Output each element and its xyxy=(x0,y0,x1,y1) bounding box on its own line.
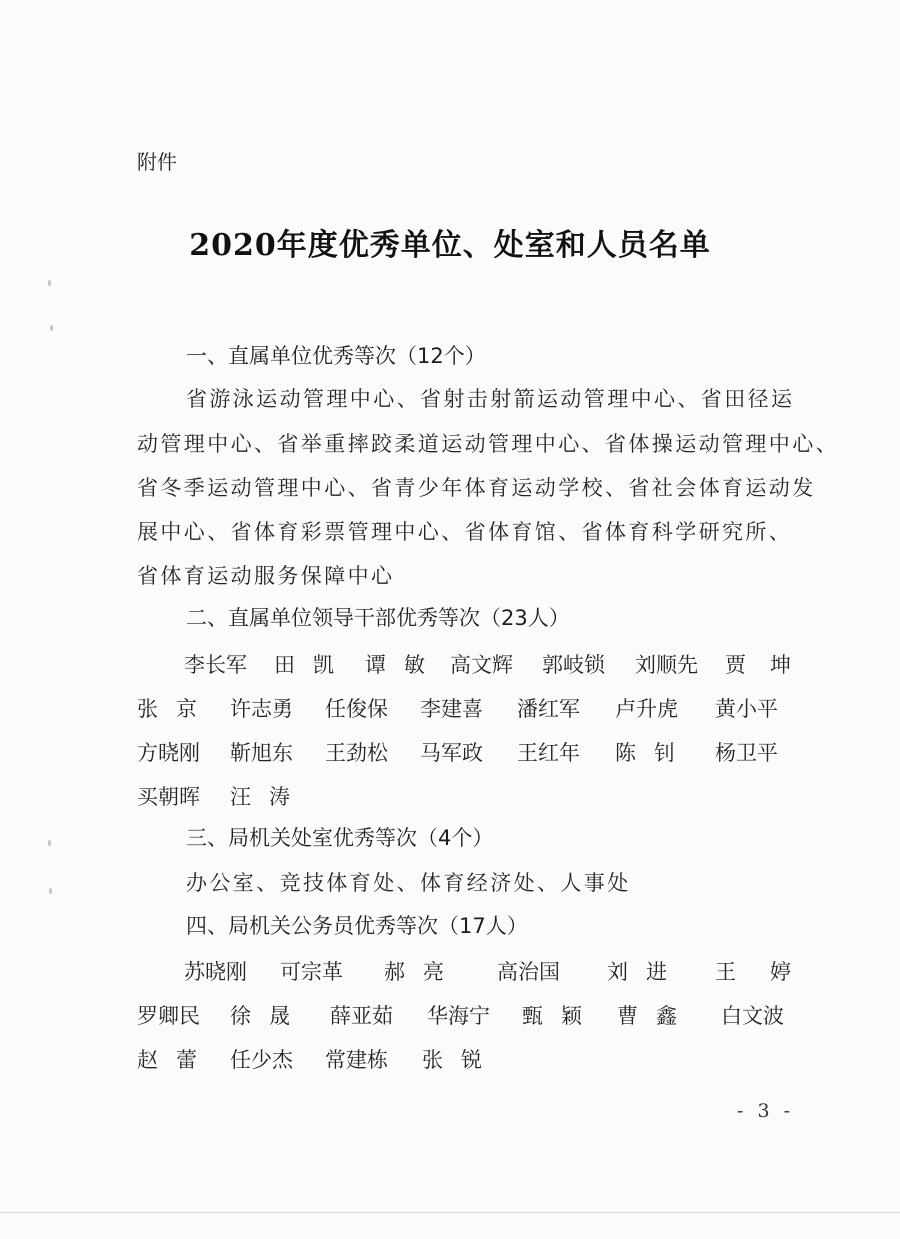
person-name: 刘 进 xyxy=(607,960,667,984)
name-row xyxy=(137,1000,793,1034)
person-name: 方晓刚 xyxy=(137,741,200,765)
paragraph-line: 省冬季运动管理中心、省青少年体育运动学校、省社会体育运动发 xyxy=(137,476,816,500)
name-row xyxy=(137,737,793,771)
name-row xyxy=(137,956,793,990)
person-name: 卢升虎 xyxy=(615,697,678,721)
person-name: 潘红军 xyxy=(517,697,580,721)
scan-edge-line xyxy=(0,1212,900,1213)
person-name: 华海宁 xyxy=(427,1004,490,1028)
paragraph-line: 展中心、省体育彩票管理中心、省体育馆、省体育科学研究所、 xyxy=(137,520,793,544)
person-name: 谭 敏 xyxy=(365,653,425,677)
person-name: 贾 坤 xyxy=(725,653,791,677)
person-name: 薛亚茹 xyxy=(330,1004,393,1028)
person-name: 罗卿民 xyxy=(137,1004,200,1028)
section-heading-civil-servants: 四、局机关公务员优秀等次（17人） xyxy=(186,914,528,938)
person-name: 田 凯 xyxy=(274,653,334,677)
person-name: 任少杰 xyxy=(230,1048,293,1072)
person-name: 杨卫平 xyxy=(715,741,778,765)
person-name: 许志勇 xyxy=(230,697,293,721)
name-row xyxy=(137,693,793,727)
person-name: 徐 晟 xyxy=(230,1004,290,1028)
person-name: 苏晓刚 xyxy=(184,960,247,984)
person-name: 任俊保 xyxy=(325,697,388,721)
scan-speck xyxy=(50,325,53,331)
section-heading-units: 一、直属单位优秀等次（12个） xyxy=(186,344,486,368)
person-name: 郭岐锁 xyxy=(542,653,605,677)
person-name: 张 锐 xyxy=(422,1048,482,1072)
name-row xyxy=(137,1044,793,1078)
person-name: 王劲松 xyxy=(325,741,388,765)
scan-speck xyxy=(48,280,51,286)
document-title: 2020年度优秀单位、处室和人员名单 xyxy=(189,228,711,263)
section-heading-departments: 三、局机关处室优秀等次（4个） xyxy=(186,826,494,850)
paragraph-line: 省体育运动服务保障中心 xyxy=(137,564,395,588)
person-name: 常建栋 xyxy=(325,1048,388,1072)
person-name: 高治国 xyxy=(497,960,560,984)
scan-speck xyxy=(49,888,52,894)
person-name: 刘顺先 xyxy=(635,653,698,677)
person-name: 王 婷 xyxy=(715,960,791,984)
person-name: 白文波 xyxy=(721,1004,784,1028)
scan-speck xyxy=(48,840,51,846)
paragraph-line: 省游泳运动管理中心、省射击射箭运动管理中心、省田径运 xyxy=(186,387,795,411)
person-name: 李建喜 xyxy=(420,697,483,721)
person-name: 甄 颖 xyxy=(522,1004,582,1028)
person-name: 张 京 xyxy=(137,697,197,721)
paragraph-line: 动管理中心、省举重摔跤柔道运动管理中心、省体操运动管理中心、 xyxy=(137,432,839,456)
paragraph-line: 办公室、竞技体育处、体育经济处、人事处 xyxy=(186,871,631,895)
person-name: 汪 涛 xyxy=(230,785,290,809)
person-name: 李长军 xyxy=(184,653,247,677)
person-name: 郝 亮 xyxy=(384,960,444,984)
person-name: 陈 钊 xyxy=(615,741,675,765)
person-name: 可宗革 xyxy=(280,960,343,984)
person-name: 黄小平 xyxy=(715,697,778,721)
page-number: - 3 - xyxy=(737,1100,795,1122)
section-heading-leaders: 二、直属单位领导干部优秀等次（23人） xyxy=(186,606,570,630)
name-row xyxy=(137,781,793,815)
person-name: 赵 蕾 xyxy=(137,1048,197,1072)
attachment-label: 附件 xyxy=(137,150,177,174)
person-name: 靳旭东 xyxy=(230,741,293,765)
person-name: 买朝晖 xyxy=(137,785,200,809)
person-name: 马军政 xyxy=(420,741,483,765)
person-name: 曹 鑫 xyxy=(617,1004,677,1028)
person-name: 王红年 xyxy=(517,741,580,765)
person-name: 高文辉 xyxy=(450,653,513,677)
name-row xyxy=(137,649,793,683)
